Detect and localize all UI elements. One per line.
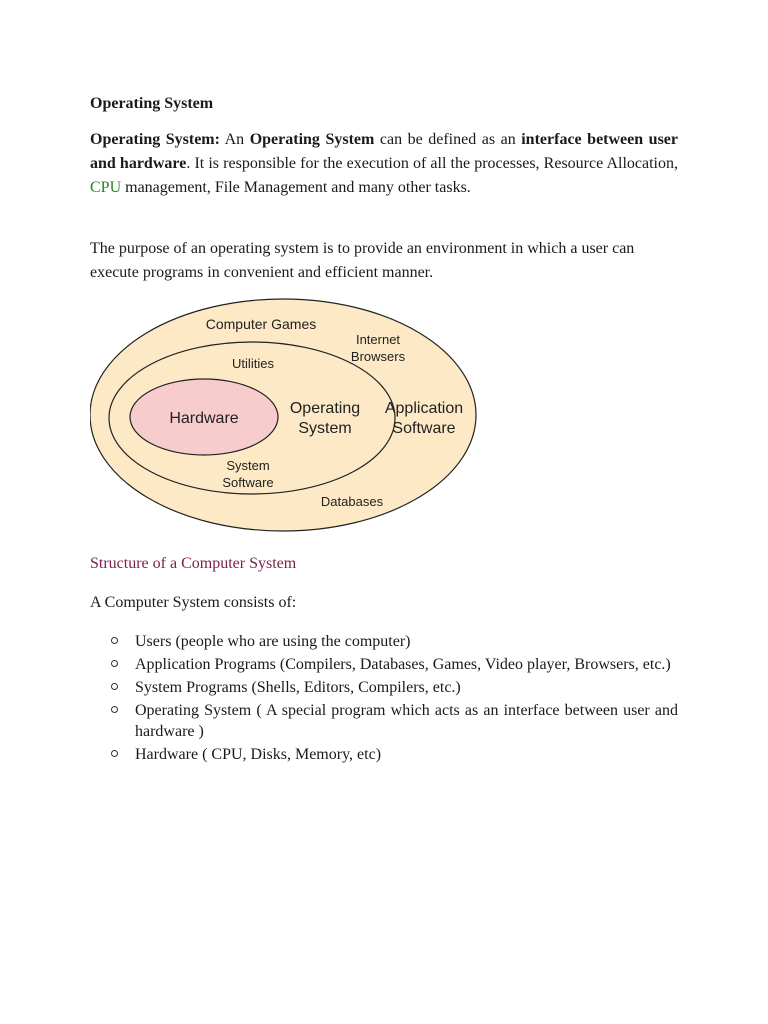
bullet-circle-icon — [111, 683, 118, 690]
internet-label-line2: Browsers — [350, 349, 406, 364]
intro-text-4: management, File Management and many other tasks. — [121, 179, 471, 196]
list-item-text: Operating System ( A special program which acts as an interface between user and hardware ) — [135, 702, 678, 740]
intro-text-2: can be defined as an — [374, 131, 522, 148]
purpose-paragraph: The purpose of an operating system is to provide an environment in which a user can execute programs in convenient and efficient manner. — [90, 240, 635, 281]
consists-of-text: A Computer System consists of: — [90, 594, 297, 611]
bullet-circle-icon — [111, 660, 118, 667]
bullet-circle-icon — [111, 750, 118, 757]
components-list — [90, 631, 678, 767]
intro-bold-interface: interface between user and hardware — [90, 131, 679, 172]
list-item-text: System Programs (Shells, Editors, Compilers, etc.) — [135, 679, 461, 696]
os-layers-diagram — [90, 296, 482, 536]
intro-text-1: An — [219, 131, 250, 148]
bullet-circle-icon — [111, 706, 118, 713]
list-item — [90, 744, 678, 765]
page-title: Operating System — [90, 95, 214, 112]
intro-lead: Operating System: — [90, 131, 220, 148]
list-item-text: Application Programs (Compilers, Databases, Games, Video player, Browsers, etc.) — [135, 656, 671, 673]
utilities-label: Utilities — [232, 356, 274, 371]
computer-games-label: Computer Games — [205, 316, 317, 332]
list-item — [90, 700, 678, 742]
list-item — [90, 677, 678, 698]
list-item — [90, 654, 678, 675]
app-label-line1: Application — [384, 400, 464, 417]
cpu-link[interactable]: CPU — [90, 179, 122, 196]
os-label-line1: Operating — [289, 400, 361, 417]
app-label-line2: Software — [392, 420, 456, 437]
list-item — [90, 631, 678, 652]
bullet-circle-icon — [111, 637, 118, 644]
hardware-label: Hardware — [169, 410, 239, 427]
os-label-line2: System — [298, 420, 352, 437]
system-software-label-line2: Software — [222, 475, 274, 490]
intro-bold-os: Operating System — [249, 131, 375, 148]
list-item-text: Hardware ( CPU, Disks, Memory, etc) — [135, 746, 382, 763]
intro-text-3: . It is responsible for the execution of all the processes, Resource Allocation, — [186, 155, 678, 172]
databases-label: Databases — [320, 494, 384, 509]
system-software-label-line1: System — [226, 458, 270, 473]
intro-paragraph — [90, 128, 678, 200]
internet-label-line1: Internet — [355, 332, 401, 347]
structure-heading: Structure of a Computer System — [90, 555, 297, 572]
list-item-text: Users (people who are using the computer) — [135, 633, 411, 650]
